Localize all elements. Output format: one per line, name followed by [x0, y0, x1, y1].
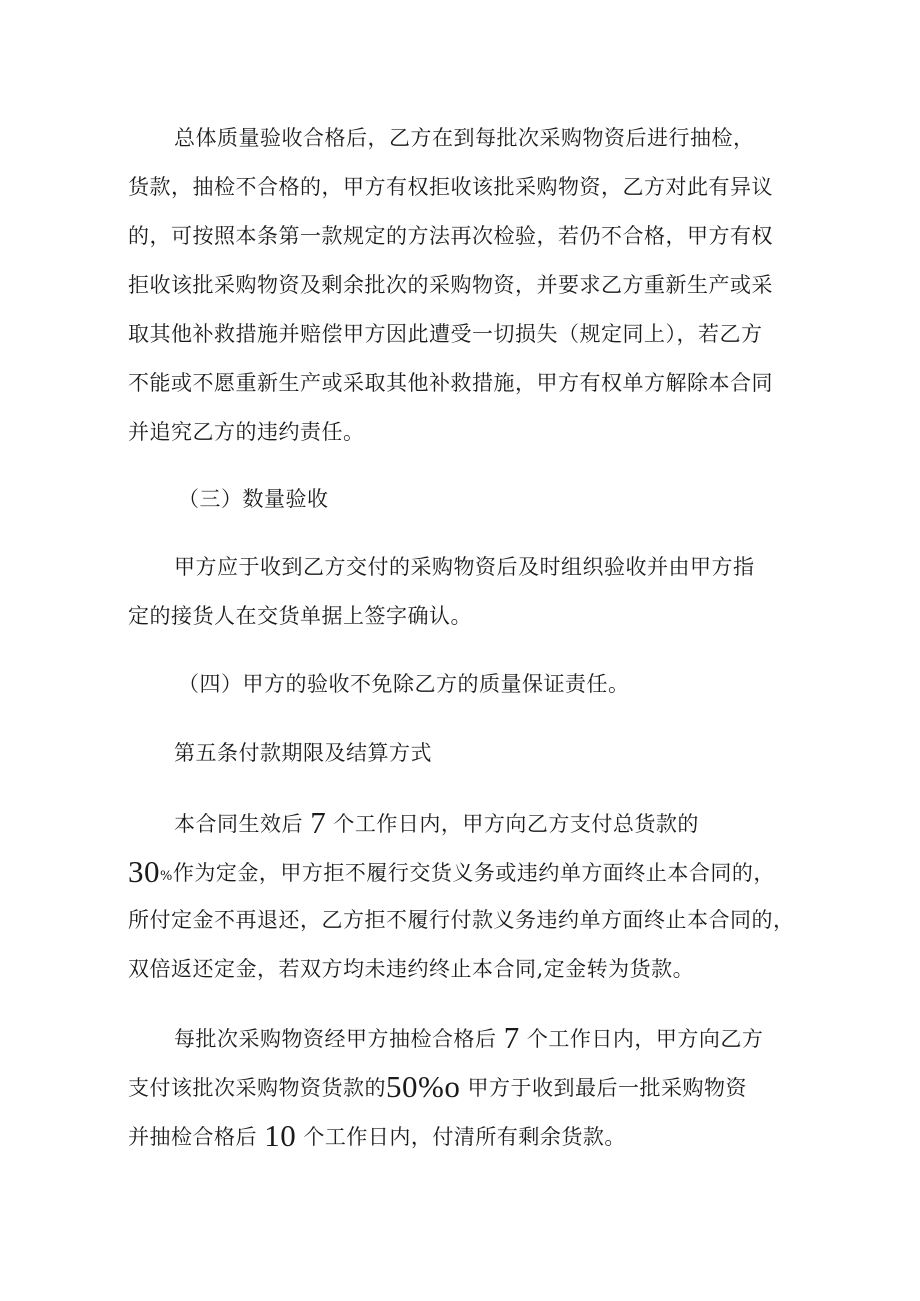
text-fragment: 并抽检合格后 [128, 1125, 257, 1149]
number-percent: 30 [128, 854, 160, 889]
number-percent: 50%o [386, 1069, 461, 1104]
text-line [128, 798, 788, 847]
text-line: 定的接货人在交货单据上签字确认。 [128, 604, 472, 628]
text-fragment: 作为定金，甲方拒不履行交货义务或违约单方面终止本合同的， [172, 861, 775, 885]
heading-quantity-acceptance [128, 475, 788, 524]
paragraph-acceptance-liability [128, 660, 788, 709]
number-days: 10 [264, 1118, 297, 1153]
number-days: 7 [503, 1020, 520, 1055]
text-line [128, 1062, 788, 1111]
text-line: 双倍返还定金，若双方均未违约终止本合同,定金转为货款。 [128, 957, 695, 981]
heading-article-five [128, 729, 788, 778]
text-fragment: 支付该批次采购物资货款的 [128, 1076, 386, 1100]
text-line: 的，可按照本条第一款规定的方法再次检验，若仍不合格，甲方有权 [128, 224, 773, 248]
text-fragment: 个工作日内，甲方向乙方支付总货款的 [333, 812, 699, 836]
text-fragment: 个工作日内，付清所有剩余货款。 [303, 1125, 626, 1149]
article-heading: 第五条付款期限及结算方式 [174, 741, 432, 765]
text-line: 甲方应于收到乙方交付的采购物资后及时组织验收并由甲方指 [174, 555, 755, 579]
text-line: 总体质量验收合格后，乙方在到每批次采购物资后进行抽检， [174, 126, 755, 150]
paragraph-quality-inspection [128, 114, 788, 457]
text-line [128, 1111, 788, 1160]
text-line [128, 847, 788, 896]
paragraph-batch-payment [128, 1013, 788, 1160]
text-line [128, 1013, 788, 1062]
text-line: 取其他补救措施并赔偿甲方因此遭受一切损失（规定同上），若乙方 [128, 322, 763, 346]
text-line: 并追究乙方的违约责任。 [128, 420, 365, 444]
section-heading: （三）数量验收 [178, 487, 329, 511]
text-line: （四）甲方的验收不免除乙方的质量保证责任。 [178, 672, 630, 696]
percent-sign: % [160, 869, 173, 884]
number-days: 7 [310, 805, 327, 840]
text-line: 货款，抽检不合格的，甲方有权拒收该批采购物资，乙方对此有异议 [128, 175, 773, 199]
text-line: 拒收该批采购物资及剩余批次的采购物资，并要求乙方重新生产或采 [128, 273, 773, 297]
text-fragment: 个工作日内，甲方向乙方 [526, 1027, 764, 1051]
text-line: 不能或不愿重新生产或采取其他补救措施，甲方有权单方解除本合同 [128, 371, 773, 395]
text-fragment: 甲方于收到最后一批采购物资 [467, 1076, 748, 1100]
paragraph-quantity-acceptance [128, 543, 788, 641]
paragraph-deposit [128, 798, 795, 994]
text-line: 所付定金不再退还，乙方拒不履行付款义务违约单方面终止本合同的， [128, 908, 795, 932]
text-fragment: 每批次采购物资经甲方抽检合格后 [174, 1027, 497, 1051]
text-fragment: 本合同生效后 [174, 812, 303, 836]
